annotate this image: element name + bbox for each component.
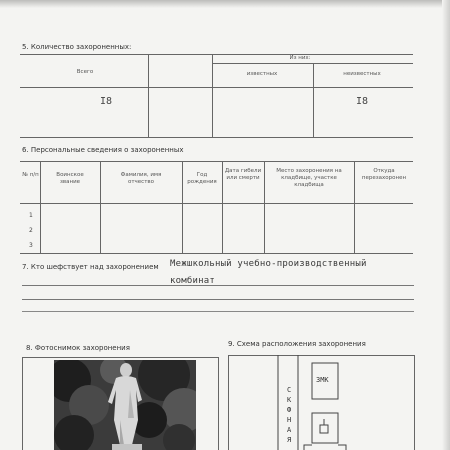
s6-header-burial-place: Место захоронения на кладбище, участке кладбища [276,168,342,188]
s8-frame-left [22,357,23,450]
scheme-street-label: С К Ф Н А Я [287,386,292,444]
scan-shadow-top [0,0,450,8]
s6-col-line-6 [354,161,355,253]
s5-col-unknown: неизвестных [343,71,381,77]
s8-frame-right [218,357,219,450]
location-scheme-drawing [228,355,415,450]
s5-col-known: известных [246,71,278,77]
s6-bottom-border [20,253,413,254]
s5-total-value: I8 [100,96,113,107]
s5-col-line-1 [148,54,149,137]
s5-col-line-3 [313,63,314,137]
s5-header-bottom [20,87,413,88]
s6-header-origin: Откуда перезахоронен [361,168,407,181]
s5-unknown-value: I8 [356,96,369,107]
s5-col-of-which: Из них: [289,55,311,61]
s7-line-2 [22,299,414,300]
s6-row-2: 2 [29,227,33,234]
section5-title: 5. Количество захороненных: [22,43,132,51]
s8-frame-top [22,357,219,358]
section7-title: 7. Кто шефствует над захоронением [22,263,159,271]
s7-line-3 [22,311,414,312]
s6-row-1: 1 [29,212,33,219]
s6-col-line-5 [264,161,265,253]
s6-header-num: № п/п [22,172,39,178]
s7-value-line1: Межшкольный учебно-производственный [170,259,367,269]
s5-col-total: Всего [76,69,94,75]
burial-photo [54,360,196,450]
monument-photo-image [54,360,196,450]
s7-value-line2: комбинат [170,276,215,286]
section6-title: 6. Персональные сведения о захороненных [22,146,184,154]
s6-header-rank: Воинское звание [56,172,84,185]
section8-title: 8. Фотоснимок захоронения [26,344,130,352]
scheme-building-label: ЗМК [316,376,329,384]
s7-line-1 [22,285,414,286]
s6-col-line-1 [40,161,41,253]
s6-header-name: Фамилия, имя отчество [120,172,162,185]
s6-row-3: 3 [29,242,33,249]
s6-header-death-date: Дата гибели или смерти [224,168,262,181]
s5-bottom-border [20,137,413,138]
scan-shadow-right [442,0,450,450]
s6-col-line-3 [182,161,183,253]
section9-title: 9. Схема расположения захоронения [228,340,366,348]
s5-col-line-2 [212,54,213,137]
s6-header-birth-year: Год рождения [187,172,217,185]
s6-col-line-2 [100,161,101,253]
